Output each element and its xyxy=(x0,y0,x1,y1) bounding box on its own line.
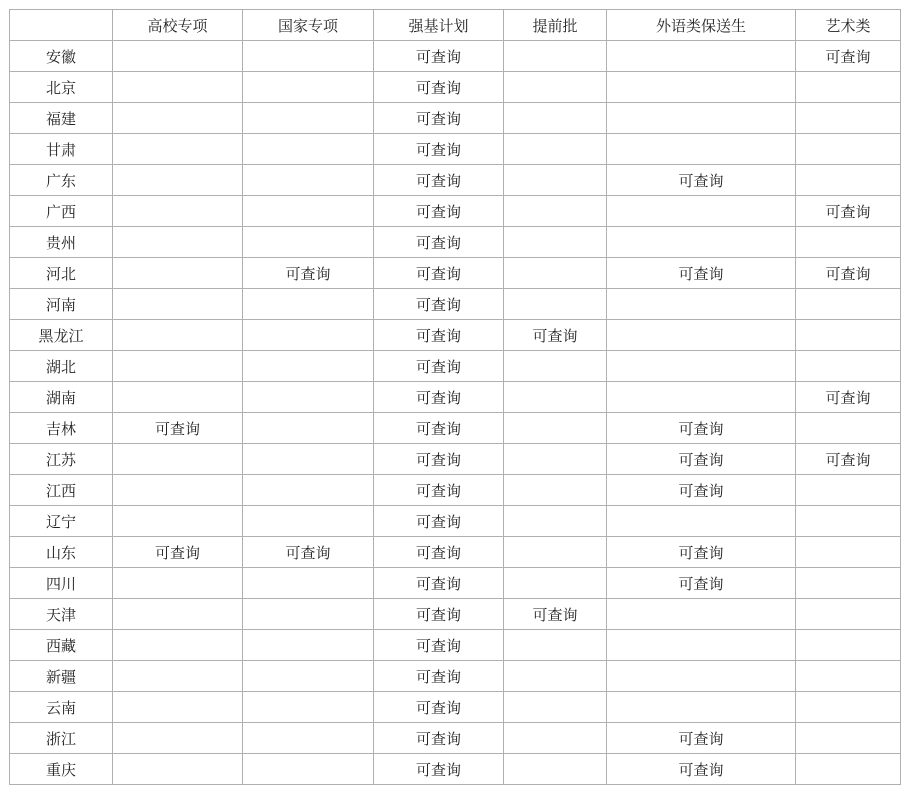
empty-cell-arts xyxy=(796,723,901,754)
query-link-strong-foundation[interactable]: 可查询 xyxy=(374,351,504,382)
province-cell: 河南 xyxy=(10,289,113,320)
query-link-strong-foundation[interactable]: 可查询 xyxy=(374,196,504,227)
empty-cell-early-batch xyxy=(504,723,607,754)
province-cell: 浙江 xyxy=(10,723,113,754)
empty-cell-early-batch xyxy=(504,630,607,661)
province-cell: 天津 xyxy=(10,599,113,630)
empty-cell-foreign-language-recommended xyxy=(607,72,796,103)
query-link-foreign-language-recommended[interactable]: 可查询 xyxy=(607,723,796,754)
header-strong-foundation: 强基计划 xyxy=(374,10,504,41)
empty-cell-foreign-language-recommended xyxy=(607,351,796,382)
province-cell: 北京 xyxy=(10,72,113,103)
empty-cell-early-batch xyxy=(504,165,607,196)
province-cell: 江西 xyxy=(10,475,113,506)
query-link-national-special[interactable]: 可查询 xyxy=(243,258,374,289)
empty-cell-arts xyxy=(796,72,901,103)
query-link-strong-foundation[interactable]: 可查询 xyxy=(374,258,504,289)
empty-cell-university-special xyxy=(113,227,243,258)
query-link-strong-foundation[interactable]: 可查询 xyxy=(374,661,504,692)
empty-cell-university-special xyxy=(113,723,243,754)
admissions-query-table xyxy=(9,9,901,785)
empty-cell-arts xyxy=(796,227,901,258)
empty-cell-early-batch xyxy=(504,506,607,537)
empty-cell-early-batch xyxy=(504,382,607,413)
empty-cell-university-special xyxy=(113,165,243,196)
empty-cell-national-special xyxy=(243,134,374,165)
query-link-foreign-language-recommended[interactable]: 可查询 xyxy=(607,754,796,785)
empty-cell-arts xyxy=(796,134,901,165)
table-body xyxy=(10,41,901,785)
empty-cell-national-special xyxy=(243,227,374,258)
empty-cell-foreign-language-recommended xyxy=(607,289,796,320)
empty-cell-national-special xyxy=(243,413,374,444)
empty-cell-early-batch xyxy=(504,289,607,320)
query-link-arts[interactable]: 可查询 xyxy=(796,444,901,475)
empty-cell-university-special xyxy=(113,630,243,661)
empty-cell-arts xyxy=(796,103,901,134)
empty-cell-university-special xyxy=(113,754,243,785)
table-row xyxy=(10,599,901,630)
query-link-strong-foundation[interactable]: 可查询 xyxy=(374,227,504,258)
header-early-batch: 提前批 xyxy=(504,10,607,41)
empty-cell-national-special xyxy=(243,630,374,661)
empty-cell-national-special xyxy=(243,103,374,134)
query-link-strong-foundation[interactable]: 可查询 xyxy=(374,165,504,196)
query-link-strong-foundation[interactable]: 可查询 xyxy=(374,289,504,320)
table-row xyxy=(10,196,901,227)
query-link-foreign-language-recommended[interactable]: 可查询 xyxy=(607,258,796,289)
empty-cell-arts xyxy=(796,320,901,351)
query-link-arts[interactable]: 可查询 xyxy=(796,258,901,289)
empty-cell-arts xyxy=(796,165,901,196)
empty-cell-early-batch xyxy=(504,72,607,103)
empty-cell-early-batch xyxy=(504,475,607,506)
empty-cell-university-special xyxy=(113,692,243,723)
empty-cell-foreign-language-recommended xyxy=(607,506,796,537)
province-cell: 广西 xyxy=(10,196,113,227)
query-link-strong-foundation[interactable]: 可查询 xyxy=(374,320,504,351)
query-link-strong-foundation[interactable]: 可查询 xyxy=(374,134,504,165)
table-row xyxy=(10,661,901,692)
province-cell: 湖南 xyxy=(10,382,113,413)
header-province xyxy=(10,10,113,41)
table-row xyxy=(10,134,901,165)
query-link-strong-foundation[interactable]: 可查询 xyxy=(374,475,504,506)
empty-cell-university-special xyxy=(113,41,243,72)
empty-cell-arts xyxy=(796,289,901,320)
province-cell: 四川 xyxy=(10,568,113,599)
empty-cell-foreign-language-recommended xyxy=(607,630,796,661)
empty-cell-university-special xyxy=(113,103,243,134)
empty-cell-early-batch xyxy=(504,351,607,382)
query-link-national-special[interactable]: 可查询 xyxy=(243,537,374,568)
table-row xyxy=(10,351,901,382)
empty-cell-foreign-language-recommended xyxy=(607,320,796,351)
empty-cell-early-batch xyxy=(504,258,607,289)
empty-cell-early-batch xyxy=(504,661,607,692)
table-row xyxy=(10,72,901,103)
empty-cell-university-special xyxy=(113,320,243,351)
empty-cell-national-special xyxy=(243,475,374,506)
query-link-foreign-language-recommended[interactable]: 可查询 xyxy=(607,444,796,475)
header-national-special: 国家专项 xyxy=(243,10,374,41)
table-row xyxy=(10,227,901,258)
table-row xyxy=(10,413,901,444)
province-cell: 安徽 xyxy=(10,41,113,72)
empty-cell-early-batch xyxy=(504,103,607,134)
empty-cell-arts xyxy=(796,506,901,537)
empty-cell-arts xyxy=(796,351,901,382)
empty-cell-university-special xyxy=(113,289,243,320)
table-row xyxy=(10,41,901,72)
empty-cell-national-special xyxy=(243,72,374,103)
province-cell: 西藏 xyxy=(10,630,113,661)
empty-cell-early-batch xyxy=(504,413,607,444)
empty-cell-arts xyxy=(796,692,901,723)
empty-cell-arts xyxy=(796,754,901,785)
province-cell: 新疆 xyxy=(10,661,113,692)
query-link-strong-foundation[interactable]: 可查询 xyxy=(374,382,504,413)
empty-cell-arts xyxy=(796,661,901,692)
empty-cell-national-special xyxy=(243,599,374,630)
empty-cell-university-special xyxy=(113,661,243,692)
query-link-arts[interactable]: 可查询 xyxy=(796,41,901,72)
empty-cell-early-batch xyxy=(504,196,607,227)
empty-cell-national-special xyxy=(243,289,374,320)
empty-cell-foreign-language-recommended xyxy=(607,196,796,227)
query-link-foreign-language-recommended[interactable]: 可查询 xyxy=(607,537,796,568)
table-row xyxy=(10,754,901,785)
empty-cell-university-special xyxy=(113,382,243,413)
province-cell: 江苏 xyxy=(10,444,113,475)
header-arts: 艺术类 xyxy=(796,10,901,41)
empty-cell-national-special xyxy=(243,692,374,723)
table-row xyxy=(10,475,901,506)
empty-cell-foreign-language-recommended xyxy=(607,692,796,723)
province-cell: 辽宁 xyxy=(10,506,113,537)
empty-cell-early-batch xyxy=(504,754,607,785)
empty-cell-university-special xyxy=(113,258,243,289)
query-link-strong-foundation[interactable]: 可查询 xyxy=(374,692,504,723)
query-link-university-special[interactable]: 可查询 xyxy=(113,413,243,444)
empty-cell-arts xyxy=(796,568,901,599)
empty-cell-early-batch xyxy=(504,568,607,599)
query-link-strong-foundation[interactable]: 可查询 xyxy=(374,444,504,475)
province-cell: 广东 xyxy=(10,165,113,196)
empty-cell-national-special xyxy=(243,320,374,351)
query-link-strong-foundation[interactable]: 可查询 xyxy=(374,506,504,537)
province-cell: 湖北 xyxy=(10,351,113,382)
province-cell: 云南 xyxy=(10,692,113,723)
empty-cell-foreign-language-recommended xyxy=(607,661,796,692)
table-row xyxy=(10,568,901,599)
province-cell: 山东 xyxy=(10,537,113,568)
query-link-foreign-language-recommended[interactable]: 可查询 xyxy=(607,165,796,196)
table-row xyxy=(10,258,901,289)
empty-cell-national-special xyxy=(243,661,374,692)
table-row xyxy=(10,630,901,661)
table-row xyxy=(10,692,901,723)
query-link-strong-foundation[interactable]: 可查询 xyxy=(374,723,504,754)
empty-cell-national-special xyxy=(243,196,374,227)
province-cell: 贵州 xyxy=(10,227,113,258)
empty-cell-foreign-language-recommended xyxy=(607,382,796,413)
empty-cell-university-special xyxy=(113,134,243,165)
empty-cell-arts xyxy=(796,537,901,568)
query-link-strong-foundation[interactable]: 可查询 xyxy=(374,413,504,444)
province-cell: 吉林 xyxy=(10,413,113,444)
table-row xyxy=(10,289,901,320)
province-cell: 黑龙江 xyxy=(10,320,113,351)
empty-cell-university-special xyxy=(113,72,243,103)
empty-cell-arts xyxy=(796,599,901,630)
query-link-strong-foundation[interactable]: 可查询 xyxy=(374,103,504,134)
empty-cell-university-special xyxy=(113,196,243,227)
table-row xyxy=(10,537,901,568)
empty-cell-foreign-language-recommended xyxy=(607,41,796,72)
empty-cell-university-special xyxy=(113,506,243,537)
province-cell: 甘肃 xyxy=(10,134,113,165)
empty-cell-arts xyxy=(796,630,901,661)
empty-cell-national-special xyxy=(243,754,374,785)
table-row xyxy=(10,506,901,537)
query-link-foreign-language-recommended[interactable]: 可查询 xyxy=(607,475,796,506)
province-cell: 福建 xyxy=(10,103,113,134)
empty-cell-arts xyxy=(796,413,901,444)
table-row xyxy=(10,723,901,754)
empty-cell-university-special xyxy=(113,351,243,382)
empty-cell-early-batch xyxy=(504,227,607,258)
query-link-strong-foundation[interactable]: 可查询 xyxy=(374,72,504,103)
header-university-special: 高校专项 xyxy=(113,10,243,41)
empty-cell-university-special xyxy=(113,568,243,599)
empty-cell-national-special xyxy=(243,444,374,475)
query-link-strong-foundation[interactable]: 可查询 xyxy=(374,630,504,661)
empty-cell-national-special xyxy=(243,165,374,196)
province-cell: 重庆 xyxy=(10,754,113,785)
query-link-foreign-language-recommended[interactable]: 可查询 xyxy=(607,568,796,599)
table-row xyxy=(10,165,901,196)
empty-cell-university-special xyxy=(113,444,243,475)
query-link-strong-foundation[interactable]: 可查询 xyxy=(374,537,504,568)
header-foreign-language-recommended: 外语类保送生 xyxy=(607,10,796,41)
table-row xyxy=(10,103,901,134)
header-row xyxy=(10,10,901,41)
empty-cell-national-special xyxy=(243,382,374,413)
empty-cell-early-batch xyxy=(504,134,607,165)
query-link-strong-foundation[interactable]: 可查询 xyxy=(374,41,504,72)
query-link-strong-foundation[interactable]: 可查询 xyxy=(374,599,504,630)
empty-cell-foreign-language-recommended xyxy=(607,599,796,630)
empty-cell-arts xyxy=(796,475,901,506)
empty-cell-early-batch xyxy=(504,692,607,723)
table-row xyxy=(10,382,901,413)
empty-cell-early-batch xyxy=(504,444,607,475)
query-link-early-batch[interactable]: 可查询 xyxy=(504,599,607,630)
query-link-foreign-language-recommended[interactable]: 可查询 xyxy=(607,413,796,444)
empty-cell-university-special xyxy=(113,475,243,506)
province-cell: 河北 xyxy=(10,258,113,289)
table-row xyxy=(10,320,901,351)
empty-cell-national-special xyxy=(243,41,374,72)
query-link-arts[interactable]: 可查询 xyxy=(796,382,901,413)
query-link-strong-foundation[interactable]: 可查询 xyxy=(374,568,504,599)
empty-cell-early-batch xyxy=(504,41,607,72)
table-row xyxy=(10,444,901,475)
query-link-strong-foundation[interactable]: 可查询 xyxy=(374,754,504,785)
empty-cell-early-batch xyxy=(504,537,607,568)
empty-cell-national-special xyxy=(243,723,374,754)
empty-cell-national-special xyxy=(243,506,374,537)
empty-cell-foreign-language-recommended xyxy=(607,227,796,258)
empty-cell-foreign-language-recommended xyxy=(607,103,796,134)
query-link-university-special[interactable]: 可查询 xyxy=(113,537,243,568)
query-link-arts[interactable]: 可查询 xyxy=(796,196,901,227)
empty-cell-national-special xyxy=(243,568,374,599)
empty-cell-university-special xyxy=(113,599,243,630)
empty-cell-foreign-language-recommended xyxy=(607,134,796,165)
empty-cell-national-special xyxy=(243,351,374,382)
query-link-early-batch[interactable]: 可查询 xyxy=(504,320,607,351)
